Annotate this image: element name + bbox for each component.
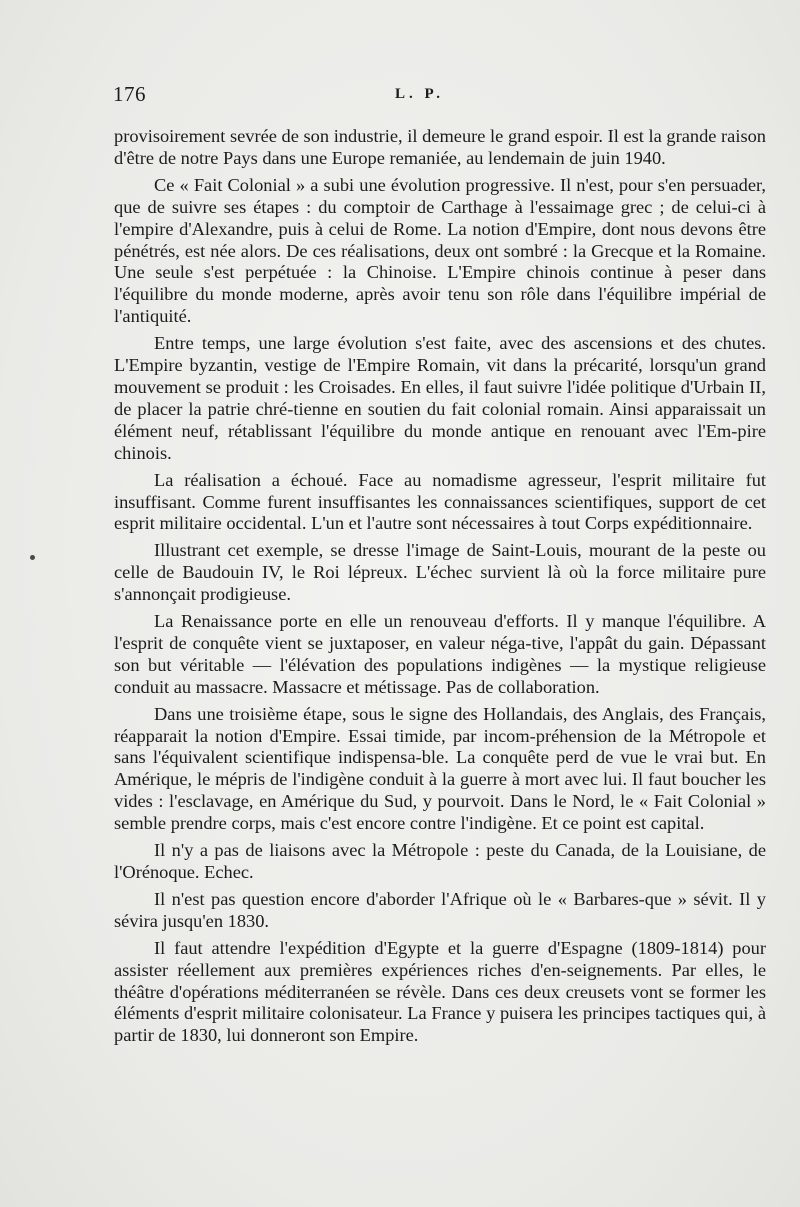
paragraph: La réalisation a échoué. Face au nomadisme agresseur, l'esprit militaire fut insuffisant. Comme furent insuffisantes les connaissances scientifiques, support de cet esprit militaire occidental. L'un et l'autre sont nécessaires à tout Corps expéditionnaire. xyxy=(114,469,766,534)
paragraph: Illustrant cet exemple, se dresse l'image de Saint-Louis, mourant de la peste ou celle de Baudouin IV, le Roi lépreux. L'échec survient là où la force militaire pure s'annonçait prodigieuse. xyxy=(114,540,766,605)
running-head: L. P. xyxy=(395,86,445,102)
page-header xyxy=(113,82,739,110)
paragraph: Entre temps, une large évolution s'est faite, avec des ascensions et des chutes. L'Empire byzantin, vestige de l'Empire Romain, vit dans la précarité, lorsqu'un grand mouvement se produit : les Croisades. En elles, il faut suivre l'idée politique d'Urbain II, de placer la patrie chré-tienne en soutien du fait colonial romain. Ainsi apparaissait un élément neuf, rétablissant l'équilibre du monde antique en renouant avec l'Em-pire chinois. xyxy=(114,333,766,463)
paragraph: Il n'est pas question encore d'aborder l'Afrique où le « Barbares-que » sévit. Il y sévira jusqu'en 1830. xyxy=(114,888,766,931)
paragraph: Il n'y a pas de liaisons avec la Métropole : peste du Canada, de la Louisiane, de l'Orénoque. Echec. xyxy=(114,840,766,882)
paragraph: provisoirement sevrée de son industrie, il demeure le grand espoir. Il est la grande raison d'être de notre Pays dans une Europe remaniée, au lendemain de juin 1940. xyxy=(114,126,766,168)
paragraph: La Renaissance porte en elle un renouveau d'efforts. Il y manque l'équilibre. A l'esprit de conquête vient se juxtaposer, en valeur néga-tive, l'appât du gain. Dépassant son but véritable — l'élévation des populations indigènes — la mystique religieuse conduit au massacre. Massacre et métissage. Pas de collaboration. xyxy=(114,611,766,697)
page-number: 176 xyxy=(113,82,146,106)
scan-speck xyxy=(30,555,35,560)
body-text xyxy=(114,126,766,1052)
paragraph: Ce « Fait Colonial » a subi une évolution progressive. Il n'est, pour s'en persuader, que de suivre ses étapes : du comptoir de Carthage à l'essaimage grec ; de celui-ci à l'empire d'Alexandre, puis à celui de Rome. La notion d'Empire, dont nous devons être pénétrés, est née alors. De ces réalisations, deux ont sombré : la Grecque et la Romaine. Une seule s'est perpétuée : la Chinoise. L'Empire chinois continue à peser dans l'équilibre du monde moderne, après avoir tenu son rôle dans l'équilibre impérial de l'antiquité. xyxy=(114,174,766,327)
paragraph: Il faut attendre l'expédition d'Egypte et la guerre d'Espagne (1809-1814) pour assister réellement aux premières expériences riches d'en-seignements. Par elles, le théâtre d'opérations méditerranéen se révèle. Dans ces deux creusets vont se former les éléments d'esprit militaire colonisateur. La France y puisera les principes tactiques qui, à partir de 1830, lui donneront son Empire. xyxy=(114,937,766,1046)
paragraph: Dans une troisième étape, sous le signe des Hollandais, des Anglais, des Français, réapparait la notion d'Empire. Essai timide, par incom-préhension de la Métropole et sans l'équivalent scientifique indispensa-ble. La conquête perd de vue le vrai but. En Amérique, le mépris de l'indigène conduit à la guerre à mort avec lui. Il faut boucher les vides : l'esclavage, en Amérique du Sud, y pourvoit. Dans le Nord, le « Fait Colonial » semble prendre corps, mais c'est encore contre l'indigène. Et ce point est capital. xyxy=(114,703,766,834)
